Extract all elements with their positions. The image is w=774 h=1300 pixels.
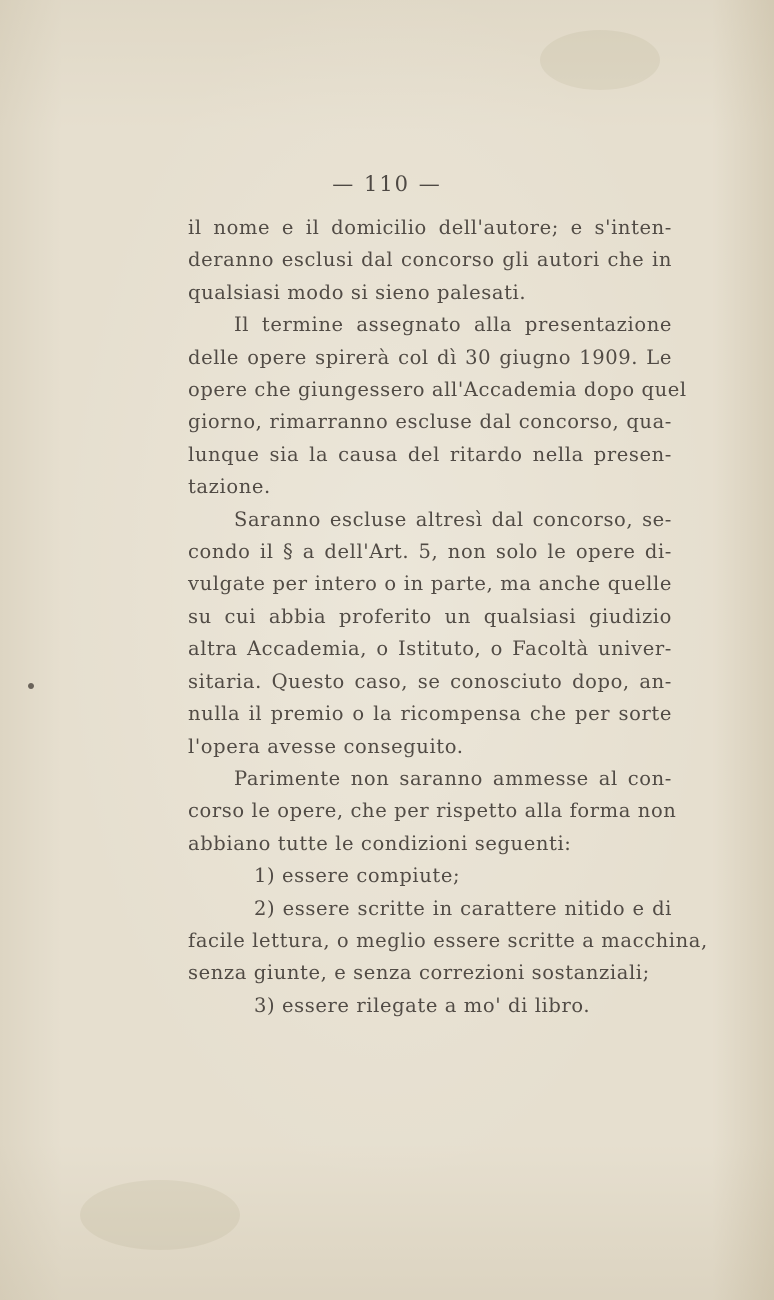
text-line: nulla il premio o la ricompensa che per sorte [188,702,672,726]
text-line: deranno esclusi dal concorso gli autori che in [188,248,672,272]
text-line: Saranno escluse altresì dal concorso, se- [234,507,672,531]
body-text [188,212,708,1022]
text-line: tazione. [188,475,271,499]
text-line: l'opera avesse conseguito. [188,734,464,758]
text-line: delle opere spirerà col dì 30 giugno 1909. Le [188,345,672,369]
text-line: su cui abbia proferito un qualsiasi giudizio [188,604,672,628]
text-line: abbiano tutte le condizioni seguenti: [188,831,572,855]
text-line: sitaria. Questo caso, se conosciuto dopo, an- [188,669,672,693]
text-line: il nome e il domicilio dell'autore; e s'inten- [188,216,672,239]
list-item: 3) essere rilegate a mo' di libro. [254,993,591,1017]
text-line: giorno, rimarranno escluse dal concorso, qua- [188,410,672,434]
text-line: lunque sia la causa del ritardo nella presen- [188,442,672,466]
text-line: condo il § a dell'Art. 5, non solo le opere di- [188,540,672,564]
paper-stain [540,30,660,90]
list-item: 2) essere scritte in carattere nitido e di [254,896,672,920]
text-line: altra Accademia, o Istituto, o Facoltà univer- [188,637,672,661]
text-line: opere che giungessero all'Accademia dopo quel [188,378,687,402]
text-line: Il termine assegnato alla presentazione [234,313,672,337]
text-line: facile lettura, o meglio essere scritte a macchina, [188,928,708,952]
list-item: 1) essere compiute; [254,864,461,888]
text-line: senza giunte, e senza correzioni sostanziali; [188,961,650,985]
text-line: Parimente non saranno ammesse al con- [234,766,672,790]
text-line: vulgate per intero o in parte, ma anche quelle [188,572,672,596]
paper-stain [80,1180,240,1250]
text-line: qualsiasi modo si sieno palesati. [188,280,527,304]
page-number: — 110 — [332,172,442,196]
ink-dot [28,683,34,689]
text-line: corso le opere, che per rispetto alla forma non [188,799,677,823]
